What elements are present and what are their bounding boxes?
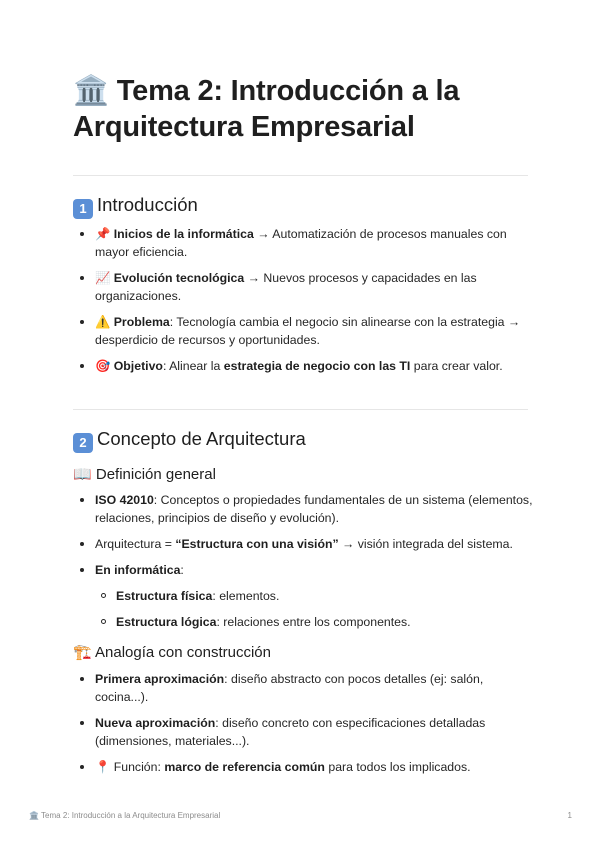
subheading-text: Definición general	[95, 466, 216, 483]
item-bold: Problema	[113, 315, 170, 329]
footer-title	[29, 811, 220, 820]
item-text: :	[180, 563, 184, 577]
item-bold: estrategia de negocio con las TI	[223, 359, 411, 373]
round-pushpin-icon: 📍	[95, 760, 111, 774]
classical-building-icon: 🏛️	[73, 73, 109, 107]
list-subitem	[73, 587, 533, 605]
item-text: : diseño abstracto con pocos detalles (ej: salón, cocina...).	[95, 672, 484, 704]
chart-increasing-icon: 📈	[95, 271, 111, 285]
item-text: → Automatización de procesos manuales con mayor eficiencia.	[95, 227, 507, 259]
classical-building-icon: 🏛️	[29, 811, 39, 820]
section-heading-text: Concepto de Arquitectura	[97, 428, 306, 449]
item-text: : diseño concreto con especificaciones detalladas (dimensiones, materiales...).	[95, 716, 486, 748]
list-item	[73, 714, 533, 750]
item-text: → visión integrada del sistema.	[338, 537, 513, 551]
introduccion-list	[73, 225, 533, 383]
section-heading-text: Introducción	[97, 194, 198, 215]
list-item	[73, 269, 533, 305]
subheading-text: Analogía con construcción	[95, 644, 271, 661]
item-text: : Alinear la	[162, 359, 224, 373]
keycap-one-icon: 1	[73, 199, 93, 219]
building-construction-icon: 🏗️	[73, 643, 92, 661]
list-item	[73, 491, 533, 527]
page-title-text: Tema 2: Introducción a la Arquitectura Empresarial	[73, 75, 460, 143]
pushpin-icon: 📌	[95, 227, 111, 241]
warning-icon: ⚠️	[95, 315, 111, 329]
page-title	[73, 72, 529, 145]
item-bold: marco de referencia común	[164, 760, 325, 774]
item-text: : Conceptos o propiedades fundamentales de un sistema (elementos, relaciones, principios de diseño y evolución).	[95, 493, 533, 525]
section-heading-concepto	[73, 427, 306, 453]
list-item	[73, 357, 533, 375]
item-bold: Primera aproximación	[95, 672, 225, 686]
item-text: para todos los implicados.	[324, 760, 471, 774]
page-footer	[29, 811, 572, 820]
item-text: → Nuevos procesos y capacidades en las organizaciones.	[95, 271, 477, 303]
page-number: 1	[567, 811, 572, 820]
item-text: Función:	[113, 760, 165, 774]
keycap-two-icon: 2	[73, 433, 93, 453]
item-bold: Nueva aproximación	[95, 716, 216, 730]
list-item	[73, 313, 533, 349]
analogia-list	[73, 670, 533, 784]
subheading-analogia	[73, 642, 271, 663]
target-icon: 🎯	[95, 359, 111, 373]
item-text: : Tecnología cambia el negocio sin alinearse con la estrategia → desperdicio de recursos y oportunidades.	[95, 315, 521, 347]
list-item	[73, 561, 533, 579]
item-bold: En informática	[95, 563, 181, 577]
item-text: para crear valor.	[410, 359, 503, 373]
list-item	[73, 758, 533, 776]
open-book-icon: 📖	[73, 465, 92, 483]
item-bold: Estructura lógica	[116, 615, 217, 629]
item-bold: Inicios de la informática	[113, 227, 254, 241]
item-text: : elementos.	[212, 589, 280, 603]
section-heading-introduccion	[73, 193, 198, 219]
list-item	[73, 670, 533, 706]
item-text: Arquitectura =	[95, 537, 176, 551]
definicion-list	[73, 491, 533, 639]
footer-title-text: Tema 2: Introducción a la Arquitectura Empresarial	[41, 811, 221, 820]
item-bold: Evolución tecnológica	[113, 271, 245, 285]
list-item	[73, 225, 533, 261]
item-text: : relaciones entre los componentes.	[216, 615, 411, 629]
list-subitem	[73, 613, 533, 631]
divider	[73, 409, 528, 410]
list-item	[73, 535, 533, 553]
item-bold: “Estructura con una visión”	[175, 537, 339, 551]
item-bold: ISO 42010	[95, 493, 154, 507]
item-bold: Estructura física	[116, 589, 213, 603]
item-bold: Objetivo	[113, 359, 163, 373]
divider	[73, 175, 528, 176]
subheading-definicion	[73, 464, 216, 485]
